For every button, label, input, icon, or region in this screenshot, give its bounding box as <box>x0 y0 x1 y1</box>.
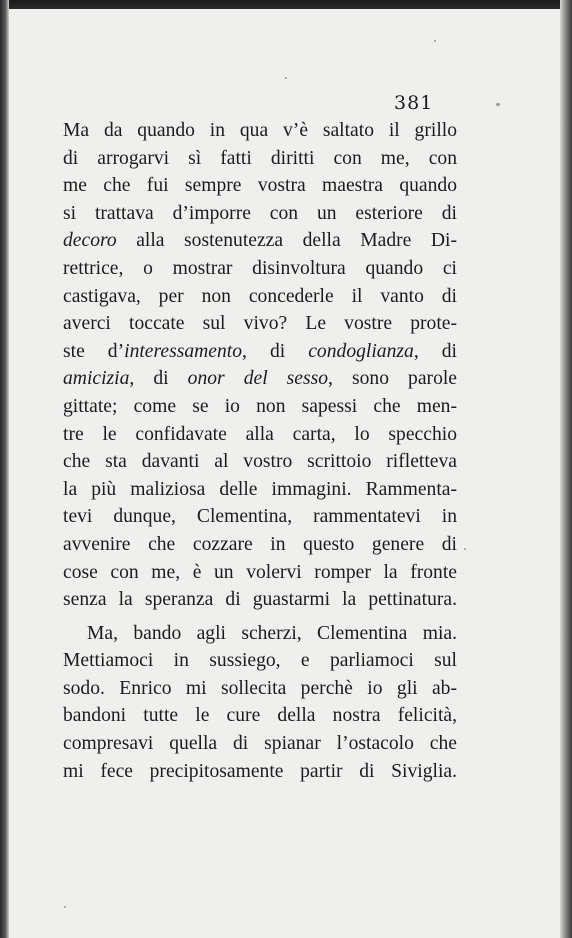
paper-speck <box>496 103 500 106</box>
text-line <box>63 145 457 173</box>
text-run: , di <box>413 340 457 362</box>
text-run: averci toccate sul vivo? Le vostre prote- <box>63 313 457 335</box>
text-run: alla sostenutezza della Madre Di- <box>116 230 457 252</box>
page-right-edge <box>560 0 572 938</box>
text-line <box>63 531 457 559</box>
text-line <box>63 365 457 393</box>
paragraph <box>63 117 457 614</box>
body-text <box>63 117 457 785</box>
paragraph <box>63 620 457 786</box>
text-run: sodo. Enrico mi sollecita perchè io gli ab- <box>63 677 457 699</box>
text-run: Ma da quando in qua v’è saltato il grillo <box>63 120 457 141</box>
text-line <box>63 283 457 311</box>
text-line <box>63 702 457 730</box>
text-run: cose con me, è un volervi romper la fronte <box>63 561 457 583</box>
text-run: senza la speranza di guastarmi la pettinatura. <box>63 589 457 611</box>
text-run: tre le confidavate alla carta, lo specchio <box>63 423 457 445</box>
text-line <box>63 310 457 338</box>
text-run: tevi dunque, Clementina, rammentatevi in <box>63 506 457 528</box>
text-line <box>63 172 457 200</box>
text-line <box>63 503 457 531</box>
italic-phrase: onor del sesso <box>187 368 329 390</box>
page-left-edge <box>0 0 9 938</box>
text-line <box>63 620 457 648</box>
text-run: la più maliziosa delle immagini. Rammenta- <box>63 478 457 500</box>
paper-speck <box>64 906 66 908</box>
text-line <box>63 448 457 476</box>
text-run: , di <box>242 340 309 362</box>
page-number: 381 <box>394 92 434 114</box>
italic-phrase: interessamento <box>124 340 243 362</box>
paper-speck <box>434 40 436 42</box>
text-run: si trattava d’imporre con un esteriore di <box>63 202 457 224</box>
text-run: rettrice, o mostrar disinvoltura quando ci <box>63 257 457 279</box>
text-run: compresavi quella di spianar l’ostacolo che <box>63 733 457 755</box>
paper-speck <box>285 77 287 79</box>
text-line <box>63 559 457 587</box>
text-line <box>63 476 457 504</box>
text-line <box>63 393 457 421</box>
text-line <box>63 200 457 228</box>
text-run: avvenire che cozzare in questo genere di <box>63 533 457 555</box>
italic-phrase: amicizia <box>63 368 130 390</box>
text-run: di arrogarvi sì fatti diritti con me, con <box>63 147 457 169</box>
text-line <box>63 255 457 283</box>
text-run: che sta davanti al vostro scrittoio rifletteva <box>63 451 457 473</box>
text-run: mi fece precipitosamente partir di Siviglia. <box>63 760 457 782</box>
text-run: , di <box>129 368 188 390</box>
text-line <box>63 675 457 703</box>
text-run: Ma, bando agli scherzi, Clementina mia. <box>87 622 457 644</box>
text-run: , sono parole <box>328 368 458 390</box>
page-top-edge <box>0 0 572 9</box>
text-run: gittate; come se io non sapessi che men- <box>63 395 457 417</box>
text-line <box>63 227 457 255</box>
paper-speck <box>464 548 466 550</box>
text-line <box>63 647 457 675</box>
italic-phrase: decoro <box>63 230 117 252</box>
text-run: Mettiamoci in sussiego, e parliamoci sul <box>63 650 457 672</box>
text-line <box>63 758 457 786</box>
text-line <box>63 421 457 449</box>
text-line <box>63 586 457 614</box>
text-run: castigava, per non concederle il vanto di <box>63 285 457 307</box>
text-line <box>63 117 457 145</box>
text-line <box>63 338 457 366</box>
text-run: me che fui sempre vostra maestra quando <box>63 175 457 197</box>
text-line <box>63 730 457 758</box>
text-run: bandoni tutte le cure della nostra felicità, <box>63 705 457 727</box>
text-run: ste d’ <box>63 340 125 362</box>
italic-phrase: condoglianza <box>308 340 414 362</box>
